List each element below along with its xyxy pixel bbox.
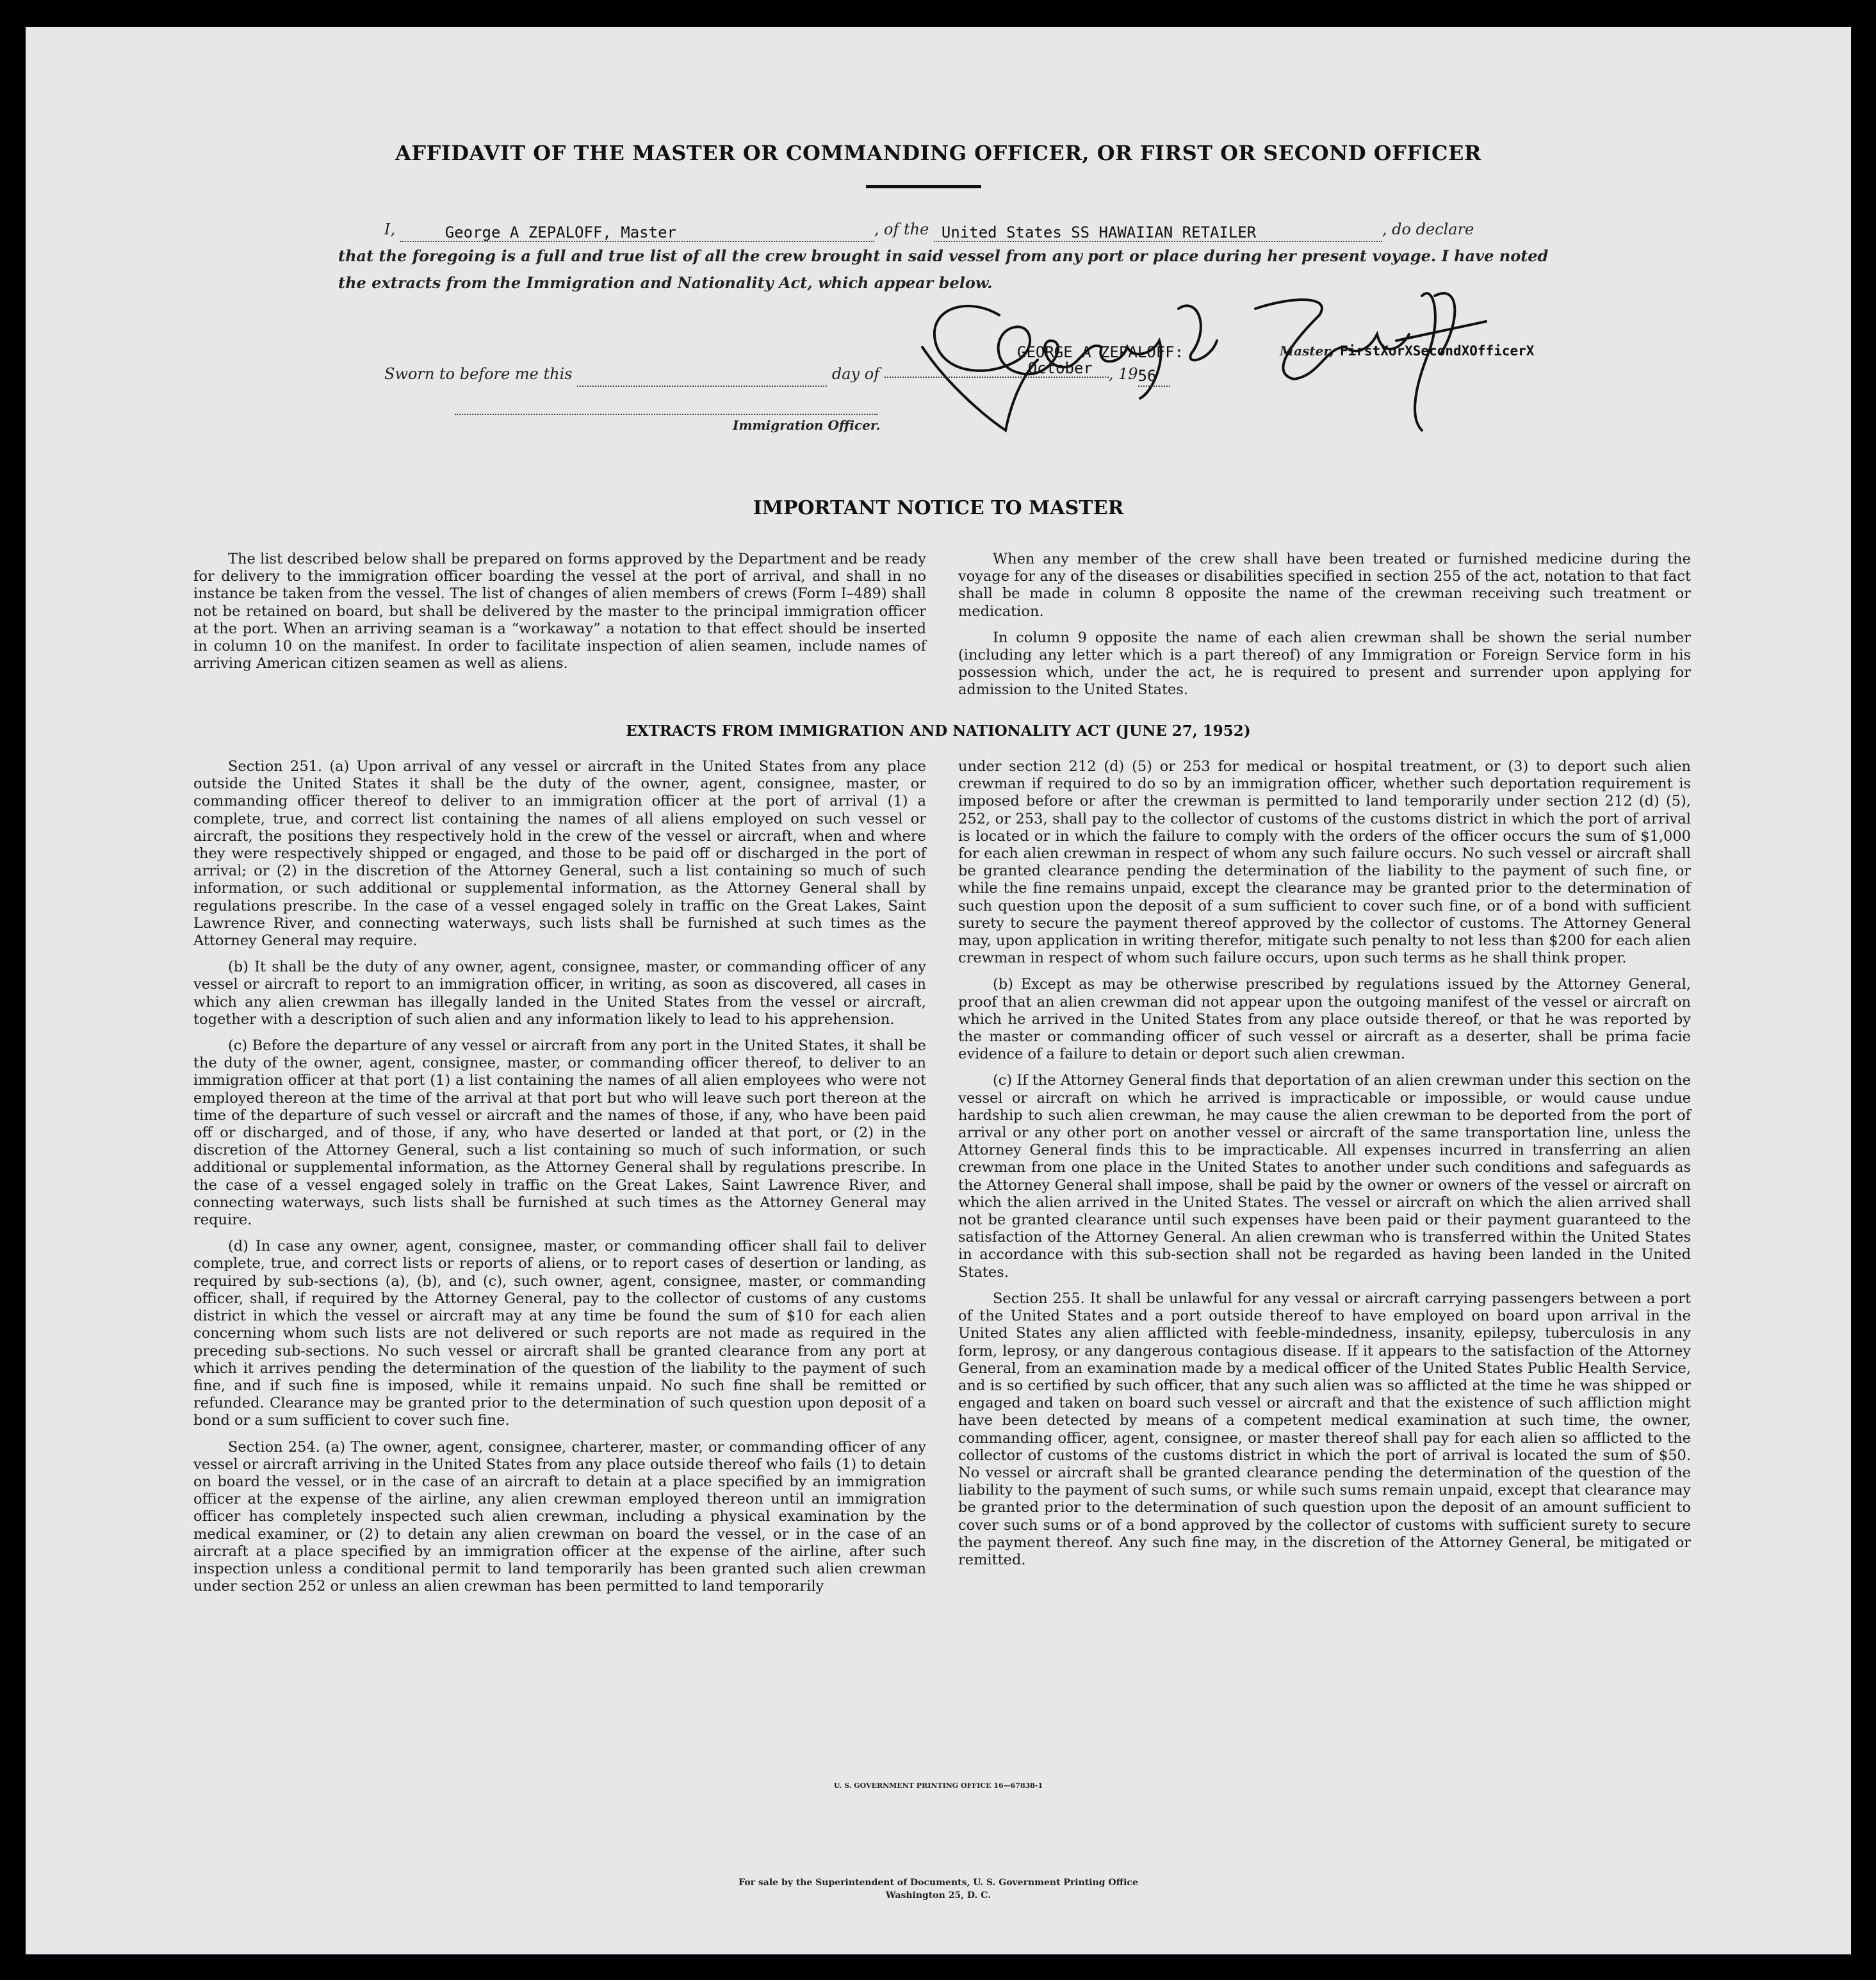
master-label: Master,	[1280, 343, 1334, 359]
section-254-b: (b) Except as may be otherwise prescribed by regulations issued by the Attorney General, proof that an alien crewman did not appear upon the outgoing manifest of the vessel or aircraft on which he arrived in the United States from any place outside thereof, or that he was reported by the master or commanding officer of such vessel or aircraft as a deserter, shall be prima facie evidence of a failure to detain or deport such alien crewman.	[958, 976, 1691, 1063]
label-sworn: Sworn to before me this	[384, 365, 573, 383]
notice-right-column	[958, 551, 1691, 708]
sworn-day-field[interactable]	[577, 366, 827, 387]
sworn-line	[384, 361, 1170, 387]
section-251-a: Section 251. (a) Upon arrival of any vessel or aircraft in the United States from any place outside the United States it shall be the duty of the owner, agent, consignee, master, or commanding officer thereof to deliver to an immigration officer at the port of arrival (1) a complete, true, and correct list containing the names of all aliens employed on such vessel or aircraft, the positions they respectively hold in the crew of the vessel or aircraft, when and where they were respectively shipped or engaged, and those to be paid off or discharged in the port of arrival; or (2) in the discretion of the Attorney General, such a list containing so much of such information, or such additional or supplemental information, as the Attorney General shall by regulations prescribe. In the case of a vessel engaged solely in traffic on the Great Lakes, Saint Lawrence River, and connecting waterways, such lists shall be furnished at such times as the Attorney General may require.	[193, 758, 926, 950]
title-rule	[866, 185, 981, 188]
master-name-field[interactable]: George A ZEPALOFF, Master	[400, 223, 874, 242]
extracts-left-column	[193, 758, 926, 1604]
extracts-right-column	[958, 758, 1691, 1578]
typed-signer-name: GEORGE A ZEPALOFF:	[1017, 343, 1184, 361]
label-year-prefix: , 19	[1108, 365, 1138, 383]
immigration-officer-label: Immigration Officer.	[733, 418, 881, 433]
sale-notice-line-2: Washington 25, D. C.	[885, 1890, 991, 1901]
sworn-month-field[interactable]: October	[885, 359, 1109, 378]
affidavit-line-2: that the foregoing is a full and true list of all the crew brought in said vessel from any port or place during her present voyage. I have noted	[338, 247, 1549, 265]
vessel-name-field[interactable]: United States SS HAWAIIAN RETAILER	[934, 223, 1382, 242]
notice-left-paragraph: The list described below shall be prepared on forms approved by the Department and be ready for delivery to the immigration officer boarding the vessel at the port of arrival, and shall in no instance be taken from the vessel. The list of changes of alien members of crews (Form I–489) shall not be retained on board, but shall be delivered by the master to the principal immigration officer at the port. When an arriving seaman is a “workaway” a notation to that effect should be inserted in column 10 on the manifest. In order to facilitate inspection of alien seamen, include names of arriving American citizen seamen as well as aliens.	[193, 551, 926, 672]
notice-right-paragraph-1: When any member of the crew shall have been treated or furnished medicine during the voyage for any of the diseases or disabilities specified in section 255 of the act, notation to that fact shall be made in column 8 opposite the name of the crewman receiving such treatment or medication.	[958, 551, 1691, 620]
sworn-year-field[interactable]: 56	[1138, 366, 1170, 387]
section-254-a-continued: under section 212 (d) (5) or 253 for medical or hospital treatment, or (3) to deport such alien crewman if required to do so by an immigration officer, whether such deportation requirement is imposed before or after the crewman is permitted to land temporarily under section 212 (d) (5), 252, or 253, shall pay to the collector of customs of the customs district in which the port of arrival is located or in which the failure to comply with the orders of the officer occurs the sum of $1,000 for each alien crewman in respect of whom any such failure occurs. No such vessel or aircraft shall be granted clearance pending the determination of the liability to the payment of such fine, or while the fine remains unpaid, except the clearance may be granted prior to the determination of such question upon the deposit of a sum sufficient to cover such fine, or of a bond with sufficient surety to secure the payment thereof approved by the collector of customs. The Attorney General may, upon application in writing therefor, mitigate such penalty to not less than $200 for each alien crewman in respect of whom such failure occurs, upon such terms as he shall think proper.	[958, 758, 1691, 967]
label-i: I,	[384, 220, 396, 238]
gpo-imprint: U. S. GOVERNMENT PRINTING OFFICE 16—67838-1	[833, 1781, 1043, 1790]
notice-right-paragraph-2: In column 9 opposite the name of each alien crewman shall be shown the serial number (including any letter which is a part thereof) of any Immigration or Foreign Service form in his possession which, under the act, he is required to present and surrender upon applying for admission to the United States.	[958, 629, 1691, 699]
affidavit-line-3: the extracts from the Immigration and Nationality Act, which appear below.	[338, 273, 993, 292]
section-251-b: (b) It shall be the duty of any owner, agent, consignee, master, or commanding officer of any vessel or aircraft to report to an immigration officer, in writing, as soon as discovered, all cases in which any alien crewman has illegally landed in the United States from the vessel or aircraft, together with a description of such alien and any information likely to lead to his apprehension.	[193, 959, 926, 1028]
affidavit-line-1	[384, 216, 1474, 242]
section-251-d: (d) In case any owner, agent, consignee, master, or commanding officer shall fail to deliver complete, true, and correct lists or reports of aliens, or to report cases of desertion or landing, as required by sub-sections (a), (b), and (c), such owner, agent, consignee, master, or commanding officer, shall, if required by the Attorney General, pay to the collector of customs of any customs district in which the vessel or aircraft may at any time be found the sum of $10 for each alien concerning whom such lists are not delivered or such reports are not made as required in the preceding sub-sections. No such vessel or aircraft shall be granted clearance from any port at which it arrives pending the determination of the question of the liability to the payment of such fine, and if such fine is imposed, while it remains unpaid. No such fine shall be remitted or refunded. Clearance may be granted prior to the determination of such question upon deposit of a bond or a sum sufficient to cover such fine.	[193, 1238, 926, 1429]
struck-officer-text: FirstXorXSecondXOfficerX	[1340, 343, 1535, 359]
label-day-of: day of	[831, 365, 880, 383]
notice-left-column	[193, 551, 926, 681]
document-page	[26, 27, 1851, 1954]
label-do-declare: , do declare	[1382, 220, 1474, 238]
section-251-c: (c) Before the departure of any vessel or aircraft from any port in the United States, it shall be the duty of the owner, agent, consignee, master, or commanding officer thereof, to deliver to an immigration officer at that port (1) a list containing the names of all alien employees who were not employed thereon at the time of the arrival at that port but who will leave such port thereon at the time of the departure of such vessel or aircraft and the names of those, if any, who have been paid off or discharged, and of those, if any, who have deserted or landed at that port, or (2) in the discretion of the Attorney General, such a list containing so much of such information, or such additional or supplemental information, as the Attorney General shall by regulations prescribe. In the case of a vessel engaged solely in traffic on the Great Lakes, Saint Lawrence River, and connecting waterways, such lists shall be furnished at such times as the Attorney General may require.	[193, 1037, 926, 1229]
label-of-the: , of the	[874, 220, 929, 238]
notice-title: IMPORTANT NOTICE TO MASTER	[753, 497, 1124, 519]
sale-notice-line-1: For sale by the Superintendent of Documents, U. S. Government Printing Office	[738, 1878, 1138, 1888]
affidavit-title: AFFIDAVIT OF THE MASTER OR COMMANDING OFFICER, OR FIRST OR SECOND OFFICER	[395, 141, 1481, 165]
section-255: Section 255. It shall be unlawful for any vessal or aircraft carrying passengers between a port of the United States and a port outside thereof to have employed on board upon arrival in the United States any alien afflicted with feeble-mindedness, insanity, epilepsy, tuberculosis in any form, leprosy, or any dangerous contagious disease. If it appears to the satisfaction of the Attorney General, from an examination made by a medical officer of the United States Public Health Service, and is so certified by such officer, that any such alien was so afflicted at the time he was shipped or engaged and taken on board such vessel or aircraft and that the existence of such affliction might have been detected by means of a competent medical examination at such time, the owner, commanding officer, agent, consignee, or master thereof shall pay for each alien so afflicted to the collector of customs of the customs district in which the port of arrival is located the sum of $50. No vessel or aircraft shall be granted clearance pending the determination of the question of the liability to the payment of such sums, or while such sums remain unpaid, except that clearance may be granted prior to the determination of such question upon the deposit of an amount sufficient to cover such sums or of a bond approved by the collector of customs with sufficient surety to secure the payment thereof. Any such fine may, in the discretion of the Attorney General, be mitigated or remitted.	[958, 1290, 1691, 1568]
section-254-a: Section 254. (a) The owner, agent, consignee, charterer, master, or commanding officer of any vessel or aircraft arriving in the United States from any place outside thereof who fails (1) to detain on board the vessel, or in the case of an aircraft to detain at a place specified by an immigration officer at the expense of the airline, any alien crewman employed thereon until an immigration officer has completely inspected such alien crewman, including a physical examination by the medical examiner, or (2) to detain any alien crewman on board the vessel, or in the case of an aircraft at a place specified by an immigration officer at the expense of the airline, after such inspection unless a conditional permit to land temporarily has been granted such alien crewman under section 252 or unless an alien crewman has been permitted to land temporarily	[193, 1438, 926, 1595]
officer-signature-line	[455, 414, 877, 415]
section-254-c: (c) If the Attorney General finds that deportation of an alien crewman under this section on the vessel or aircraft on which he arrived is impracticable or impossible, or would cause undue hardship to such alien crewman, he may cause the alien crewman to be deported from the port of arrival or any other port on another vessel or aircraft of the same transportation line, unless the Attorney General finds this to be impracticable. All expenses incurred in transferring an alien crewman from one place in the United States to another under such conditions and safeguards as the Attorney General shall impose, shall be paid by the owner or owners of the vessel or aircraft on which the alien arrived in the United States. The vessel or aircraft on which the alien arrived shall not be granted clearance until such expenses have been paid or their payment guaranteed to the satisfaction of the Attorney General. An alien crewman who is transferred within the United States in accordance with this sub-section shall not be regarded as having been landed in the United States.	[958, 1072, 1691, 1281]
extracts-title: EXTRACTS FROM IMMIGRATION AND NATIONALITY ACT (JUNE 27, 1952)	[626, 722, 1251, 740]
